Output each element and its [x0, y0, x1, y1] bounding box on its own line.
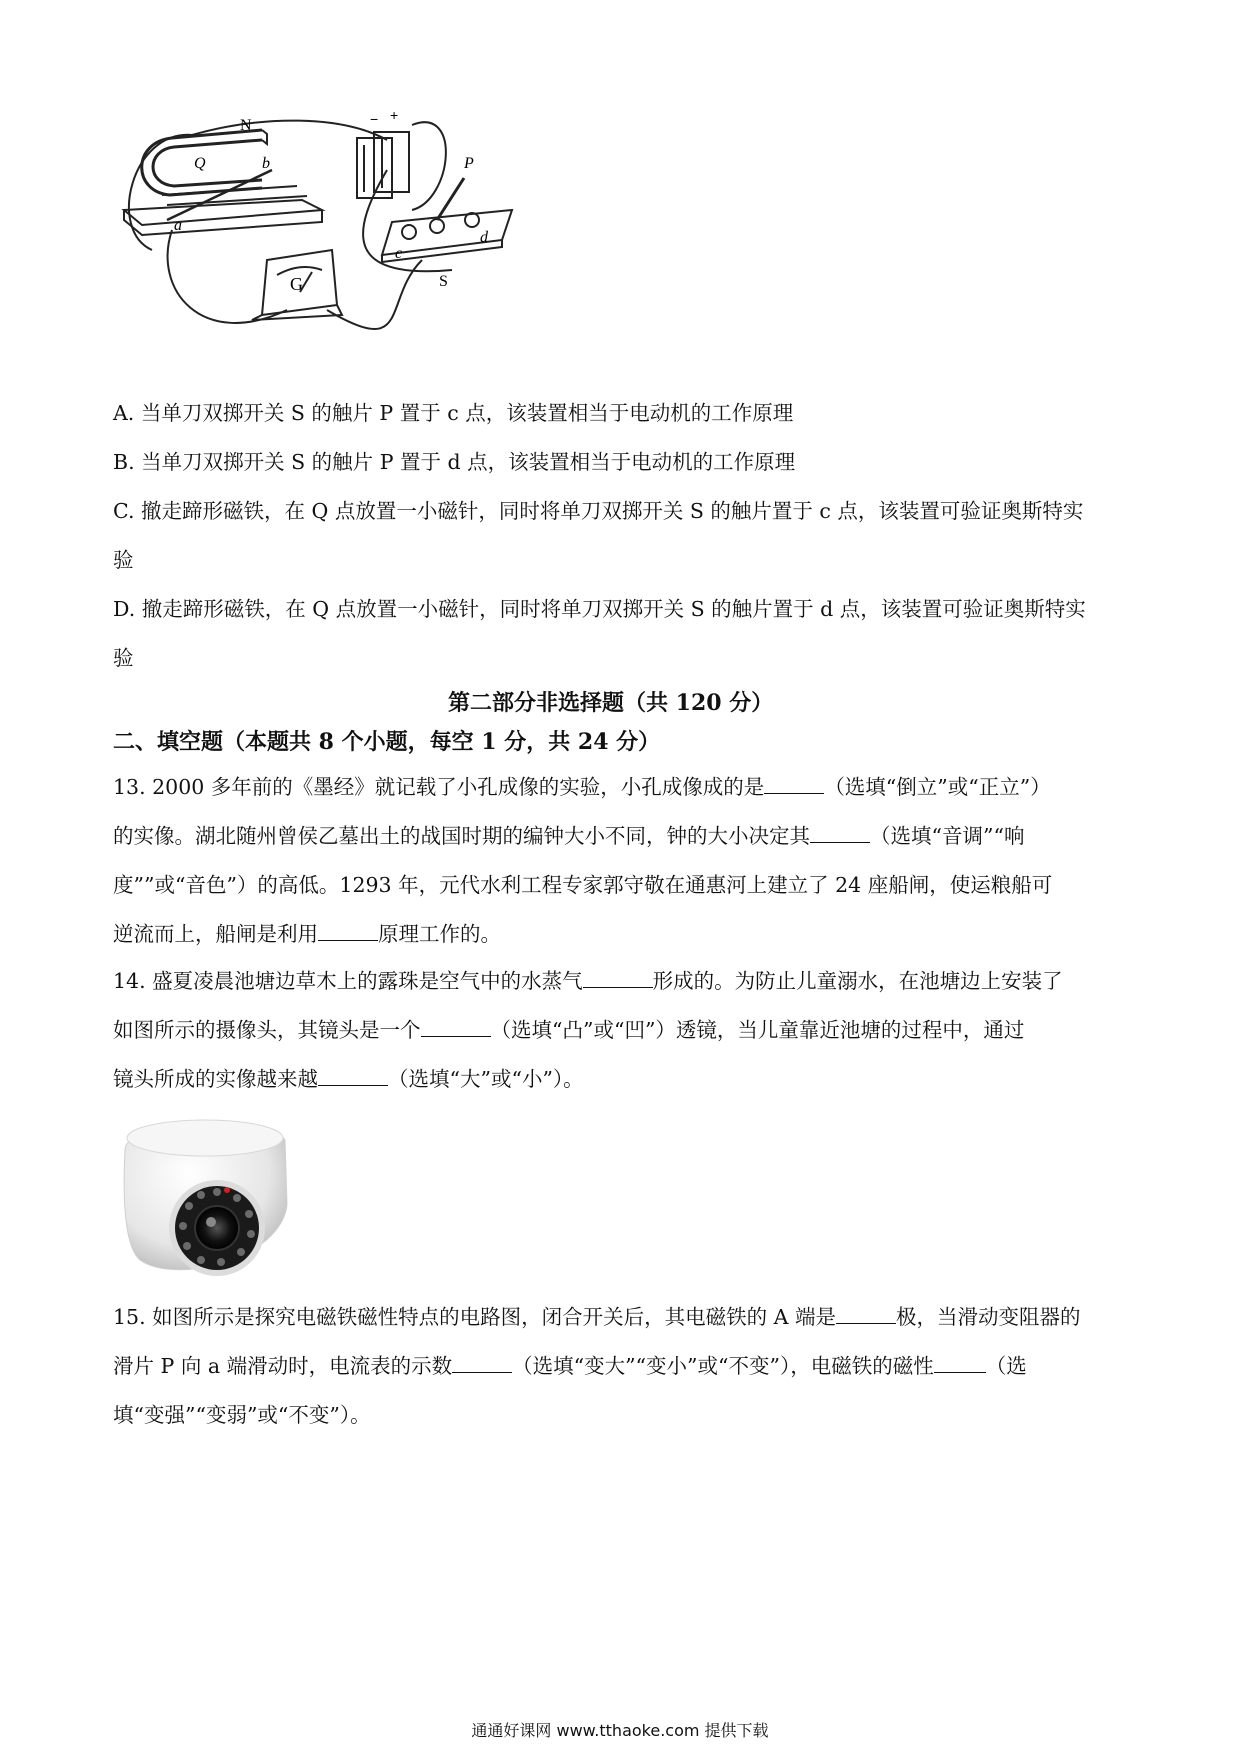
blank [810, 822, 870, 843]
q13-line4: 逆流而上，船闸是利用 原理工作的。 [113, 922, 501, 946]
label-N: N [240, 117, 252, 134]
option-a: A. 当单刀双掷开关 S 的触片 P 置于 c 点，该装置相当于电动机的工作原理 [113, 401, 794, 425]
label-d: d [480, 229, 488, 246]
blank [421, 1016, 491, 1037]
apparatus-figure [112, 110, 582, 370]
q15-line3: 填“变强”“变弱”或“不变”）。 [113, 1403, 371, 1427]
label-P: P [464, 155, 474, 172]
q13-line2: 的实像。湖北随州曾侯乙墓出土的战国时期的编钟大小不同，钟的大小决定其 （选填“音调”“响 [113, 824, 1025, 848]
option-c-line1: C. 撤走蹄形磁铁，在 Q 点放置一小磁针，同时将单刀双掷开关 S 的触片置于 c 点，该装置可验证奥斯特实 [113, 499, 1084, 523]
section2-title: 二、填空题（本题共 8 个小题，每空 1 分，共 24 分） [113, 729, 661, 755]
part2-title: 第二部分非选择题（共 120 分） [448, 690, 774, 716]
page-footer: 通通好课网 www.tthaoke.com 提供下载 [471, 1721, 769, 1740]
blank [318, 1065, 388, 1086]
label-S: S [439, 273, 448, 290]
q13-line3: 度””或“音色”）的高低。1293 年，元代水利工程专家郭守敬在通惠河上建立了 24 座船闸，使运粮船可 [113, 873, 1053, 897]
option-c-line2: 验 [113, 548, 134, 572]
blank [583, 967, 653, 988]
label-c: c [395, 245, 403, 262]
blank [318, 920, 378, 941]
blank [452, 1352, 512, 1373]
label-G: G [290, 274, 303, 294]
q15-line2: 滑片 P 向 a 端滑动时，电流表的示数 （选填“变大”“变小”或“不变”），电磁铁的磁性 （选 [113, 1354, 1027, 1378]
label-b: b [262, 155, 270, 172]
label-minus: − [370, 111, 379, 127]
blank [836, 1303, 896, 1324]
option-b: B. 当单刀双掷开关 S 的触片 P 置于 d 点，该装置相当于电动机的工作原理 [113, 450, 796, 474]
blank [764, 773, 824, 794]
q13-line1: 13. 2000 多年前的《墨经》就记载了小孔成像的实验，小孔成像成的是 （选填“倒立”或“正立”） [113, 775, 1051, 799]
option-d-line1: D. 撤走蹄形磁铁，在 Q 点放置一小磁针，同时将单刀双掷开关 S 的触片置于 d 点，该装置可验证奥斯特实 [113, 597, 1086, 621]
q14-line2: 如图所示的摄像头，其镜头是一个 （选填“凸”或“凹”）透镜，当儿童靠近池塘的过程中，通过 [113, 1018, 1025, 1042]
option-d-line2: 验 [113, 646, 134, 670]
label-plus: + [390, 110, 399, 123]
q15-line1: 15. 如图所示是探究电磁铁磁性特点的电路图，闭合开关后，其电磁铁的 A 端是 极，当滑动变阻器的 [113, 1305, 1081, 1329]
label-Q: Q [194, 155, 206, 172]
q14-line3: 镜头所成的实像越来越 （选填“大”或“小”）。 [113, 1067, 584, 1091]
label-a: a [174, 217, 182, 234]
camera-figure [115, 1110, 295, 1285]
blank [934, 1352, 986, 1373]
q14-line1: 14. 盛夏凌晨池塘边草木上的露珠是空气中的水蒸气 形成的。为防止儿童溺水，在池塘边上安装了 [113, 969, 1063, 993]
